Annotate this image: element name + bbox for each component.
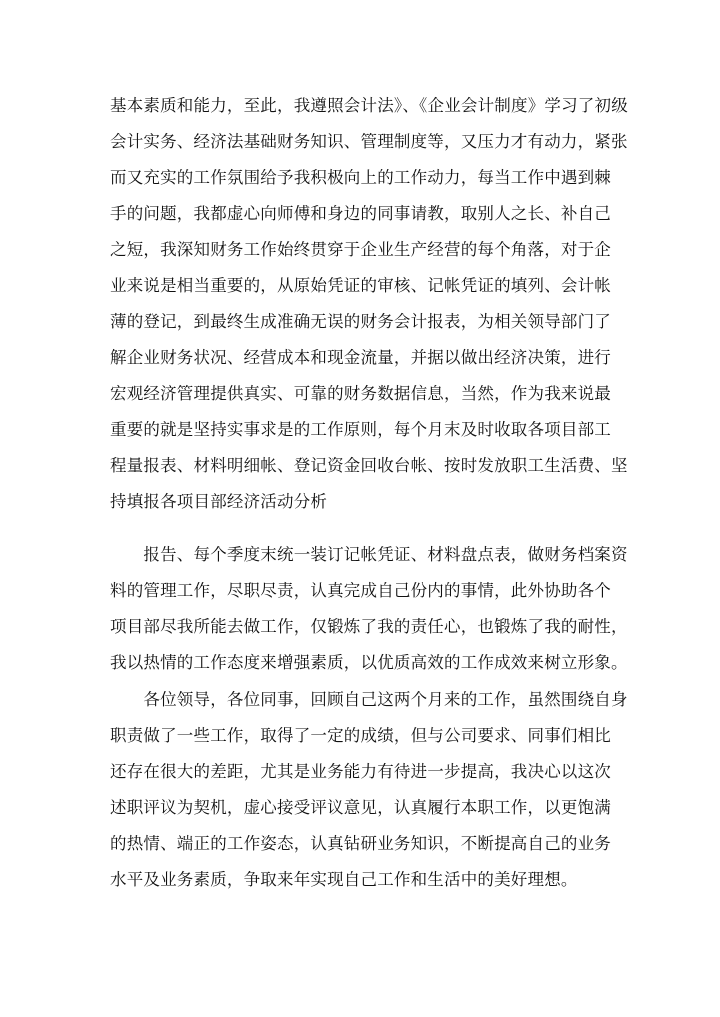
text-line: 程量报表、材料明细帐、登记资金回收台帐、按时发放职工生活费、坚 xyxy=(110,456,628,475)
text-line: 各位领导，各位同事，回顾自己这两个月来的工作，虽然围绕自身 xyxy=(110,690,628,709)
text-line: 我以热情的工作态度来增强素质，以优质高效的工作成效来树立形象。 xyxy=(110,653,628,672)
text-line: 水平及业务素质，争取来年实现自己工作和生活中的美好理想。 xyxy=(110,870,578,889)
text-line: 手的问题，我都虚心向师傅和身边的同事请教，取别人之长、补自己 xyxy=(110,204,611,223)
text-line: 解企业财务状况、经营成本和现金流量，并据以做出经济决策，进行 xyxy=(110,348,611,367)
text-line: 薄的登记，到最终生成准确无误的财务会计报表，为相关领导部门了 xyxy=(110,312,611,331)
text-line: 而又充实的工作氛围给予我积极向上的工作动力，每当工作中遇到棘 xyxy=(110,168,611,187)
text-line: 料的管理工作，尽职尽责，认真完成自己份内的事情，此外协助各个 xyxy=(110,581,611,600)
paragraph-3 xyxy=(110,682,628,898)
text-line: 之短，我深知财务工作始终贯穿于企业生产经营的每个角落，对于企 xyxy=(110,240,611,259)
paragraph-2 xyxy=(110,537,628,681)
text-line: 项目部尽我所能去做工作，仅锻炼了我的责任心，也锻炼了我的耐性， xyxy=(110,617,628,636)
text-line: 职责做了一些工作，取得了一定的成绩，但与公司要求、同事们相比 xyxy=(110,726,611,745)
text-line: 重要的就是坚持实事求是的工作原则，每个月末及时收取各项目部工 xyxy=(110,420,611,439)
text-line: 业来说是相当重要的，从原始凭证的审核、记帐凭证的填列、会计帐 xyxy=(110,276,611,295)
text-line: 会计实务、经济法基础财务知识、管理制度等，又压力才有动力，紧张 xyxy=(110,132,628,151)
paragraph-1 xyxy=(110,88,628,520)
text-line: 宏观经济管理提供真实、可靠的财务数据信息，当然，作为我来说最 xyxy=(110,384,611,403)
text-line: 述职评议为契机，虚心接受评议意见，认真履行本职工作，以更饱满 xyxy=(110,798,611,817)
text-line: 持填报各项目部经济活动分析 xyxy=(110,492,328,511)
text-line: 报告、每个季度末统一装订记帐凭证、材料盘点表，做财务档案资 xyxy=(110,545,628,564)
text-line: 的热情、端正的工作姿态，认真钻研业务知识，不断提高自己的业务 xyxy=(110,834,611,853)
text-line: 基本素质和能力，至此，我遵照会计法》、《企业会计制度》学习了初级 xyxy=(110,96,628,115)
text-line: 还存在很大的差距，尤其是业务能力有待进一步提高，我决心以这次 xyxy=(110,762,611,781)
